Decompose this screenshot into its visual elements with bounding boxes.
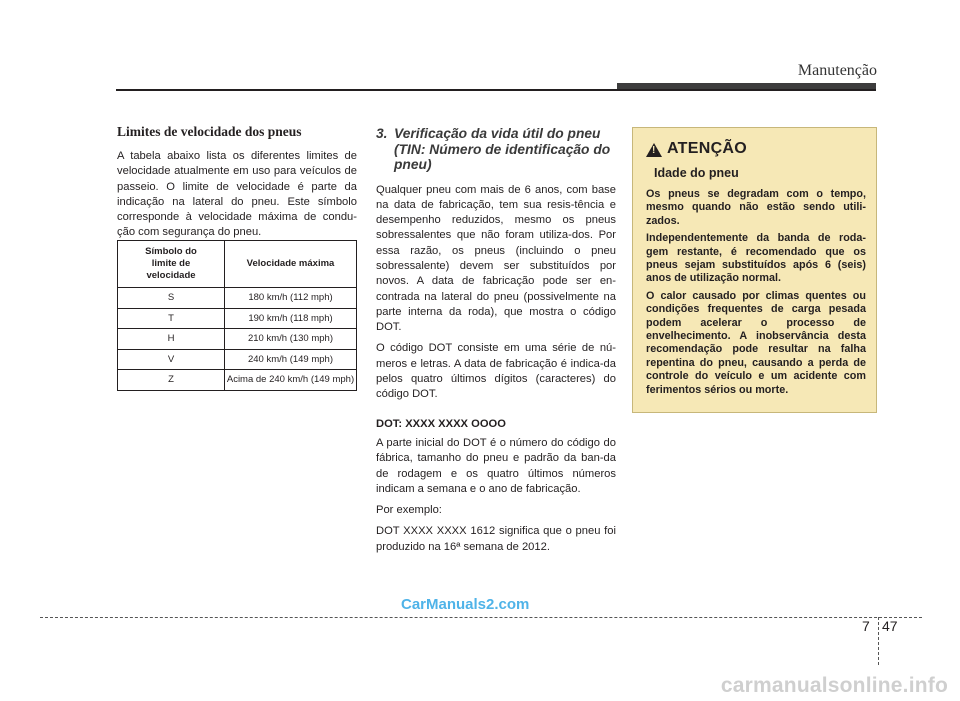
speed-limits-heading: Limites de velocidade dos pneus <box>117 124 302 139</box>
symbol-cell: V <box>118 349 225 370</box>
table-header-speed: Velocidade máxima <box>225 241 357 288</box>
watermark-carmanualsonline: carmanualsonline.info <box>720 674 948 697</box>
table-row <box>118 308 357 329</box>
warning-body <box>646 188 866 401</box>
table-row <box>118 329 357 350</box>
symbol-cell: H <box>118 329 225 350</box>
speed-cell: Acima de 240 km/h (149 mph) <box>225 370 357 391</box>
page-number: 47 <box>882 618 898 634</box>
warning-subtitle: Idade do pneu <box>654 166 739 180</box>
warning-paragraph-1: Os pneus se degradam com o tempo, mesmo quando não estão sendo utili-zados. <box>646 188 866 227</box>
tin-paragraph-3: A parte inicial do DOT é o número do código do fábrica, tamanho do pneu e padrão da ban-da de rodagem e os quatro últimos números indicam a semana e o ano de fabricação. <box>376 436 616 495</box>
symbol-cell: T <box>118 308 225 329</box>
symbol-cell: S <box>118 288 225 309</box>
warning-paragraph-2: Independentemente da banda de roda-gem restante, é recomendado que os pneus sejam substituídos após 6 (seis) anos de utilização normal. <box>646 232 866 285</box>
tin-paragraph-2: O código DOT consiste em uma série de nú-meros e letras. A data de fabricação é indica-da pelos quatro últimos dígitos (caracteres) do código DOT. <box>376 342 616 401</box>
watermark-carmanuals2: CarManuals2.com <box>401 596 530 613</box>
speed-limits-paragraph: A tabela abaixo lista os diferentes limites de velocidade atualmente em uso para veículos de passeio. O limite de velocidade é parte da indicação na lateral do pneu. Este símbolo corresponde à velocidade máxima de condu-ção com segurança do pneu. <box>117 150 357 239</box>
chapter-number: 7 <box>862 618 870 634</box>
header-line <box>116 89 876 91</box>
speed-cell: 190 km/h (118 mph) <box>225 308 357 329</box>
section-title: Manutenção <box>797 62 877 79</box>
table-header-symbol: Símbolo do limite de velocidade <box>118 241 225 288</box>
speed-cell: 180 km/h (112 mph) <box>225 288 357 309</box>
table-header-row <box>118 241 357 288</box>
warning-triangle-icon <box>646 143 662 157</box>
speed-table <box>117 240 357 391</box>
tin-paragraph-1: Qualquer pneu com mais de 6 anos, com base na data de fabricação, tem sua resis-tência e desempenho reduzidos, mesmo os pneus sobressalentes que não foram utiliza-dos. Por essa razão, os pneus (incluindo o pneu sobressalente) devem ser substituídos por novos. A data de fabricação pode ser en-contrada na lateral do pneu (possivelmente na parte interna da roda), que mostra o código DOT. <box>376 183 616 334</box>
warning-title: ATENÇÃO <box>667 140 748 157</box>
footer-dashed-divider <box>878 617 879 665</box>
speed-cell: 210 km/h (130 mph) <box>225 329 357 350</box>
tin-heading-text: Verificação da vida útil do pneu (TIN: Número de identificação do pneu) <box>394 126 611 172</box>
left-column <box>117 124 357 241</box>
tin-paragraph-4: Por exemplo: <box>376 504 442 517</box>
warning-paragraph-3: O calor causado por climas quentes ou condições frequentes de carga pesada podem acelerar o processo de envelhecimento. A inobservância desta recomendação pode resultar na falha repentina do pneu, causando a perda de controle do veículo e um acidente com ferimentos sérios ou morte. <box>646 289 866 396</box>
table-row <box>118 288 357 309</box>
tin-paragraph-5: DOT XXXX XXXX 1612 significa que o pneu foi produzido na 16ª semana de 2012. <box>376 525 616 553</box>
speed-cell: 240 km/h (149 mph) <box>225 349 357 370</box>
table-row <box>118 370 357 391</box>
dot-code-format: DOT: XXXX XXXX OOOO <box>376 417 506 430</box>
middle-column <box>376 126 616 561</box>
symbol-cell: Z <box>118 370 225 391</box>
tin-heading <box>376 126 616 173</box>
tin-heading-number: 3. <box>376 126 388 141</box>
warning-box <box>632 127 877 413</box>
table-row <box>118 349 357 370</box>
footer-dashed-line <box>40 617 922 618</box>
